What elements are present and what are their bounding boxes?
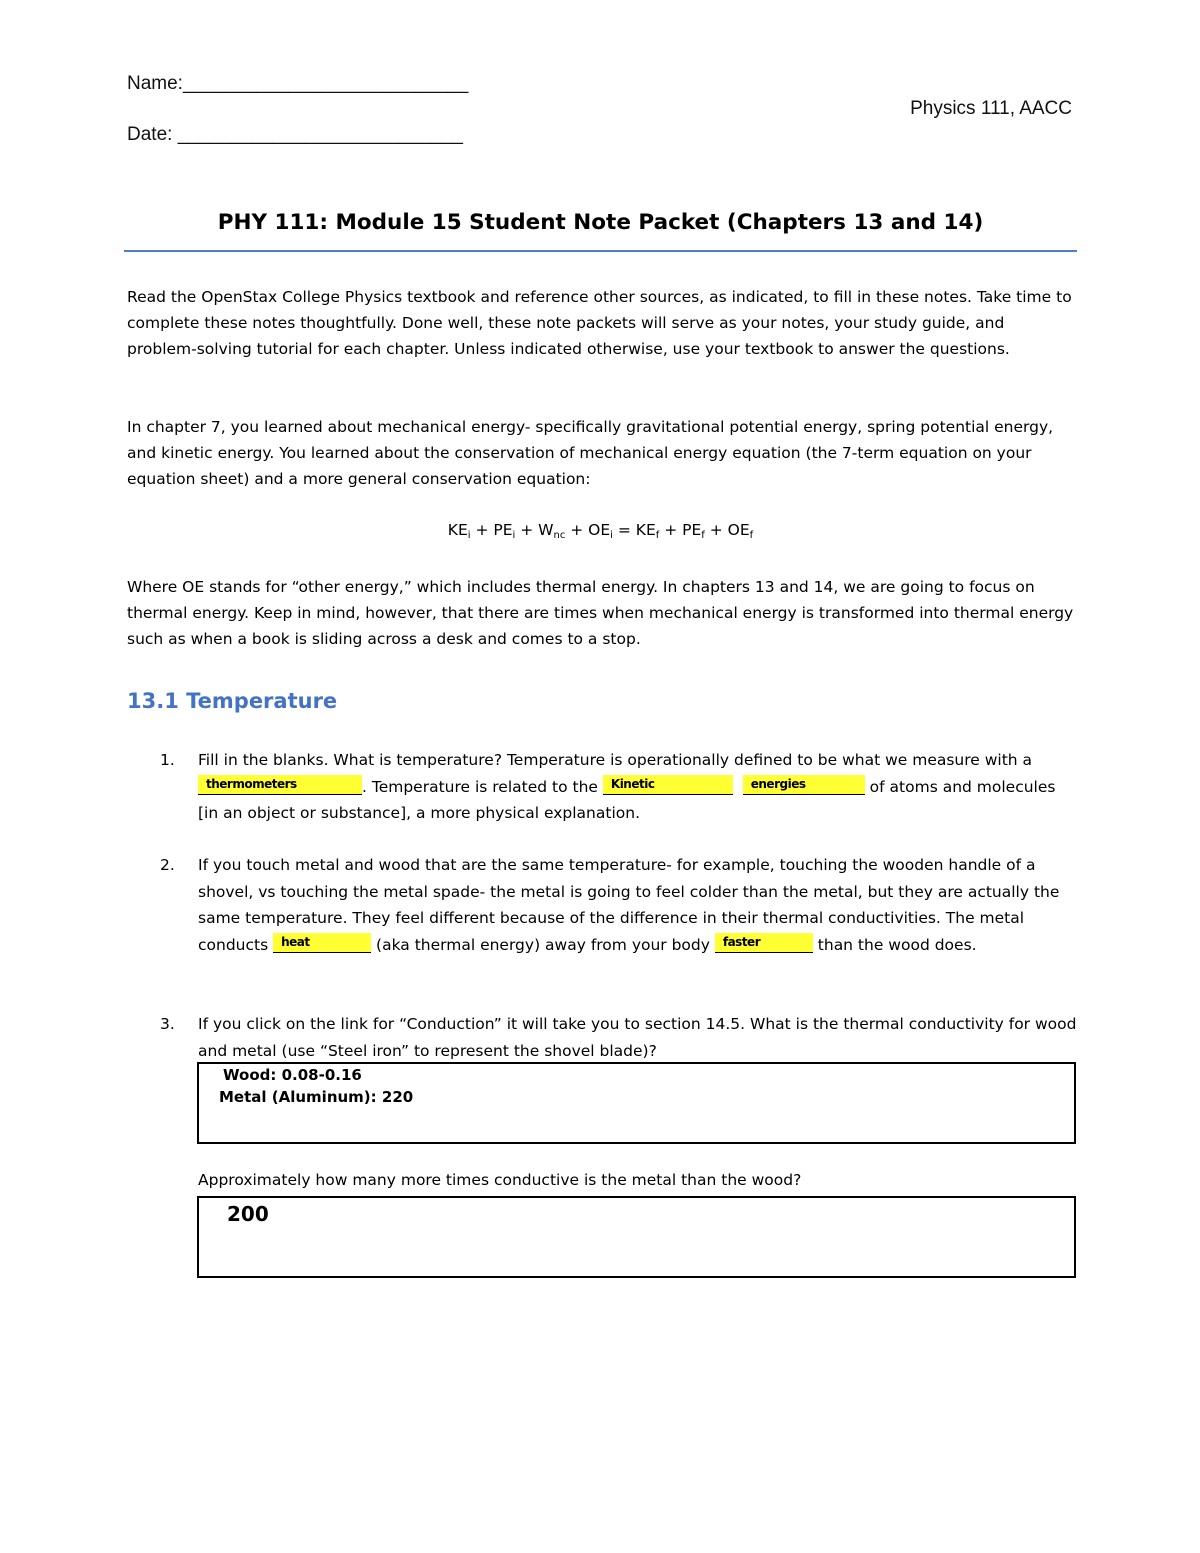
- section-heading-temperature: 13.1 Temperature: [127, 689, 338, 713]
- question-number: 2.: [160, 856, 175, 874]
- answer-blank[interactable]: [273, 933, 371, 953]
- ratio-answer-box[interactable]: [197, 1196, 1076, 1278]
- answer-blank[interactable]: [743, 775, 865, 795]
- question-body: Fill in the blanks. What is temperature? Temperature is operationally defined to be what we measure with a thermometers . Temperature is related to the Kinetic energies of atoms and molecules [in an object or substance], a more physical explanation.: [198, 751, 1056, 822]
- question-body: If you click on the link for “Conduction” it will take you to section 14.5. What is the thermal conductivity for wood and metal (use “Steel iron” to represent the shovel blade)?: [198, 1015, 1077, 1060]
- handwritten-answer: energies: [750, 776, 806, 791]
- intro-paragraph: Read the OpenStax College Physics textbook and reference other sources, as indicated, to fill in these notes. Take time to complete these notes thoughtfully. Done well, these note packets will serve as your notes, your study guide, and problem-solving tutorial for each chapter. Unless indicated otherwise, use your textbook to answer the questions.: [127, 288, 1072, 358]
- question-number: 1.: [160, 751, 175, 769]
- course-label: Physics 111, AACC: [910, 98, 1072, 119]
- answer-blank[interactable]: [198, 775, 362, 795]
- handwritten-metal-answer: Metal (Aluminum): 220: [219, 1088, 414, 1106]
- conductivity-answer-box[interactable]: [197, 1062, 1076, 1144]
- answer-blank[interactable]: [603, 775, 733, 795]
- handwritten-answer: thermometers: [206, 776, 297, 791]
- date-line: Date: ___________________________: [127, 124, 463, 145]
- answer-blank[interactable]: [715, 933, 813, 953]
- handwritten-ratio-answer: 200: [227, 1202, 269, 1226]
- energy-conservation-equation: $KE_i + PE_i + W_{nc} + OE_i = KE_f + PE_f + OE_f$: [447, 521, 754, 541]
- handwritten-answer: heat: [281, 934, 310, 949]
- where-paragraph: Where OE stands for “other energy,” which includes thermal energy. In chapters 13 and 14, we are going to focus on thermal energy. Keep in mind, however, that there are times when mechanical energy is transformed into thermal energy such as when a book is sliding across a desk and comes to a stop.: [127, 578, 1074, 648]
- handwritten-answer: Kinetic: [610, 776, 655, 791]
- page-title: PHY 111: Module 15 Student Note Packet (Chapters 13 and 14): [217, 210, 984, 235]
- handwritten-wood-answer: Wood: 0.08-0.16: [223, 1066, 362, 1084]
- question-number: 3.: [160, 1015, 175, 1033]
- name-line: Name:___________________________: [127, 73, 469, 94]
- title-underline: [124, 250, 1077, 252]
- followup-question: Approximately how many more times conductive is the metal than the wood?: [198, 1171, 802, 1189]
- handwritten-answer: faster: [722, 934, 761, 949]
- question-body: If you touch metal and wood that are the same temperature- for example, touching the wooden handle of a shovel, vs touching the metal spade- the metal is going to feel colder than the metal, but they are actually the same temperature. They feel different because of the difference in their thermal conductivities. The metal conducts heat (aka thermal energy) away from your body faster than the wood does.: [198, 856, 1060, 954]
- chapter7-paragraph: In chapter 7, you learned about mechanical energy- specifically gravitational potential energy, spring potential energy, and kinetic energy. You learned about the conservation of mechanical energy equation (the 7-term equation on your equation sheet) and a more general conservation equation:: [127, 418, 1054, 488]
